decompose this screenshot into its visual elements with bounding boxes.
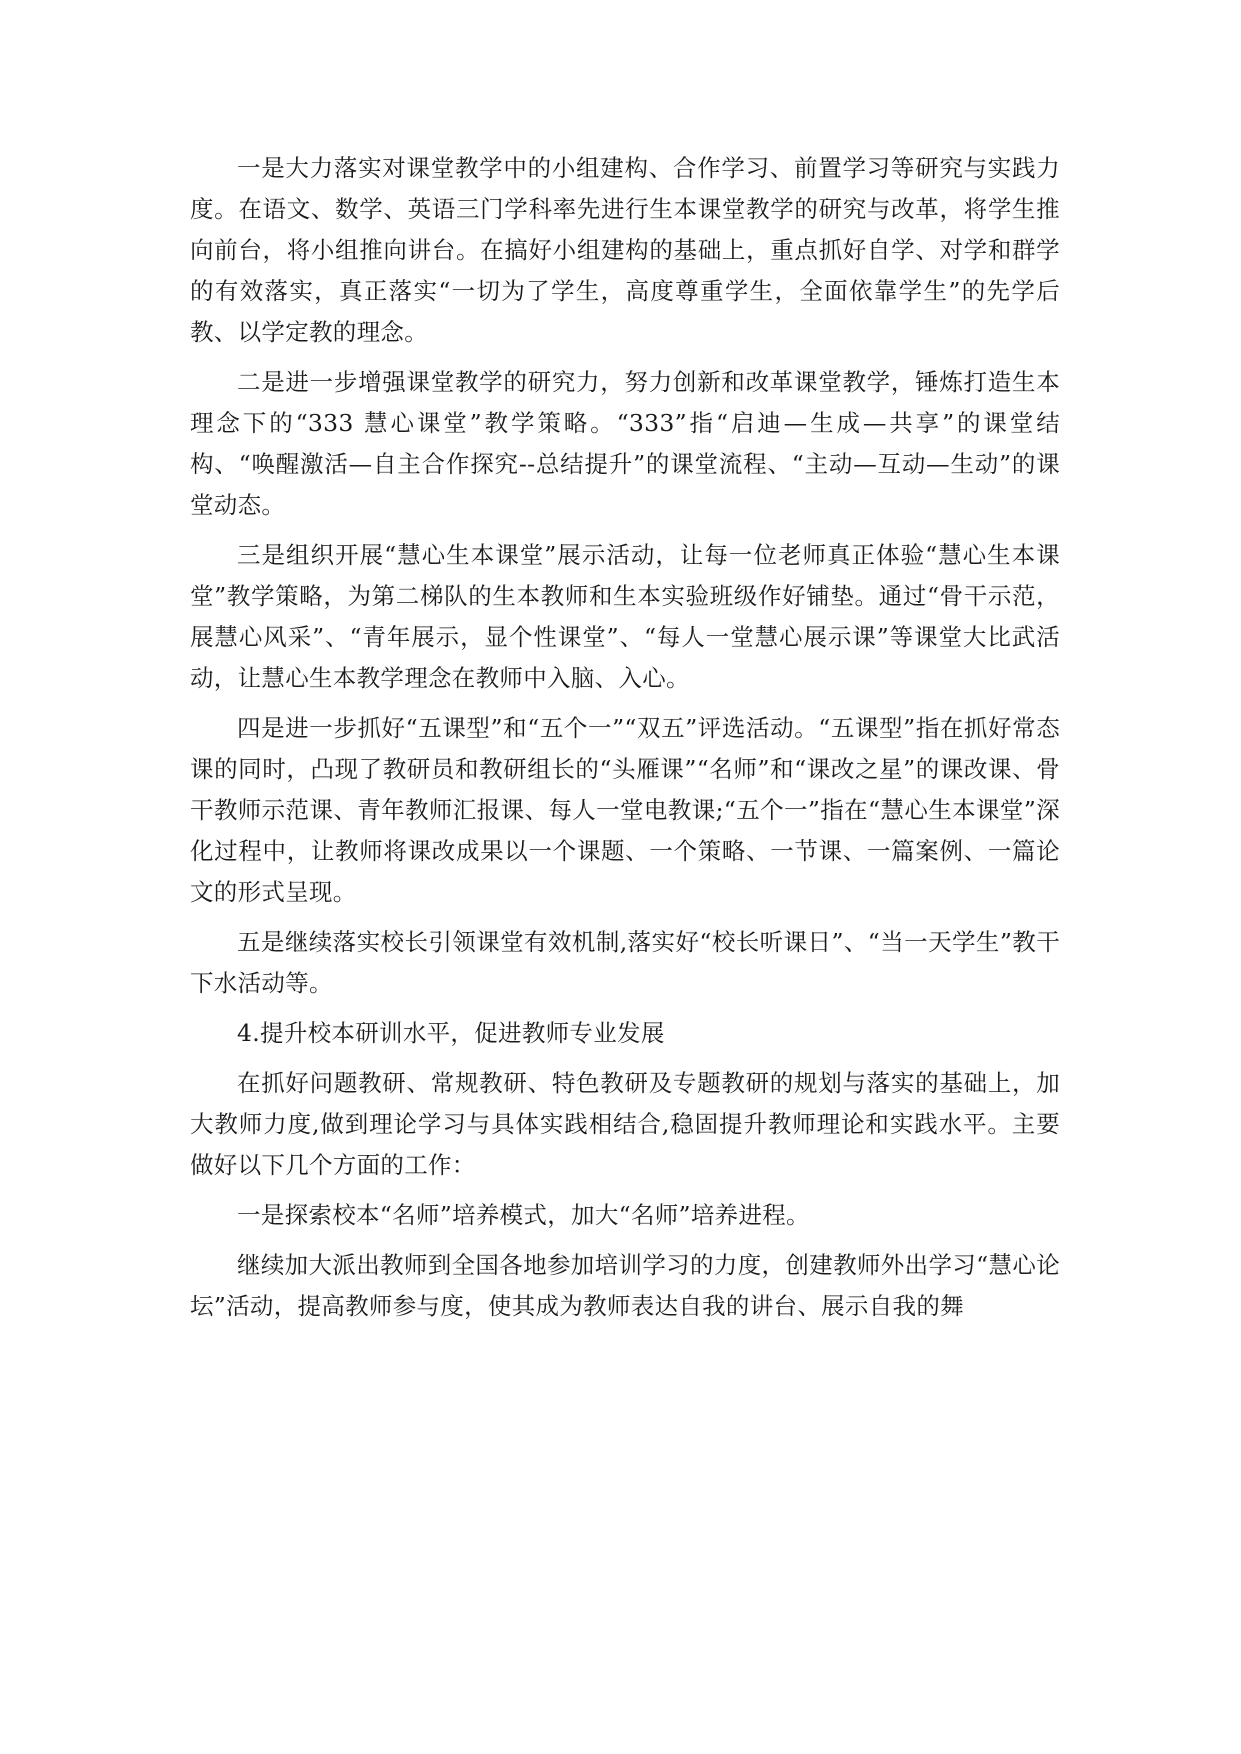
paragraph-showcase-activity: 三是组织开展“慧心生本课堂”展示活动，让每一位老师真正体验“慧心生本课堂”教学策略，为第二梯队的生本教师和生本实验班级作好铺垫。通过“骨干示范，展慧心风采”、“青年展示，显个性课堂”、“每人一堂慧心展示课”等课堂大比武活动，让慧心生本教学理念在教师中入脑、入心。 (190, 541, 1060, 692)
paragraph-external-training: 继续加大派出教师到全国各地参加培训学习的力度，创建教师外出学习“慧心论坛”活动，提高教师参与度，使其成为教师表达自我的讲台、展示自我的舞 (190, 1251, 1060, 1320)
paragraph-group-building: 一是大力落实对课堂教学中的小组建构、合作学习、前置学习等研究与实践力度。在语文、数学、英语三门学科率先进行生本课堂教学的研究与改革，将学生推向前台，将小组推向讲台。在搞好小组建构的基础上，重点抓好自学、对学和群学的有效落实，真正落实“一切为了学生，高度尊重学生，全面依靠学生”的先学后教、以学定教的理念。 (190, 154, 1060, 346)
paragraph-five-lesson-types: 四是进一步抓好“五课型”和“五个一”“双五”评选活动。“五课型”指在抓好常态课的同时，凸现了教研员和教研组长的“头雁课”“名师”和“课改之星”的课改课、骨干教师示范课、青年教师汇报课、每人一堂电教课;“五个一”指在“慧心生本课堂”深化过程中，让教师将课改成果以一个课题、一个策略、一节课、一篇案例、一篇论文的形式呈现。 (190, 714, 1060, 906)
document-page (190, 148, 1060, 1336)
section-heading: 4.提升校本研训水平，促进教师专业发展 (237, 1019, 665, 1047)
paragraph-famous-teacher-model: 一是探索校本“名师”培养模式，加大“名师”培养进程。 (237, 1201, 810, 1229)
paragraph-school-research: 在抓好问题教研、常规教研、特色教研及专题教研的规划与落实的基础上，加大教师力度,做到理论学习与具体实践相结合,稳固提升教师理论和实践水平。主要做好以下几个方面的工作： (190, 1069, 1060, 1179)
paragraph-333-classroom: 二是进一步增强课堂教学的研究力，努力创新和改革课堂教学，锤炼打造生本理念下的“333 慧心课堂”教学策略。“333”指“启迪—生成—共享”的课堂结构、“唤醒激活—自主合作探究--总结提升”的课堂流程、“主动—互动—生动”的课堂动态。 (190, 368, 1060, 519)
paragraph-principal-mechanism: 五是继续落实校长引领课堂有效机制,落实好“校长听课日”、“当一天学生”教干下水活动等。 (190, 928, 1060, 997)
